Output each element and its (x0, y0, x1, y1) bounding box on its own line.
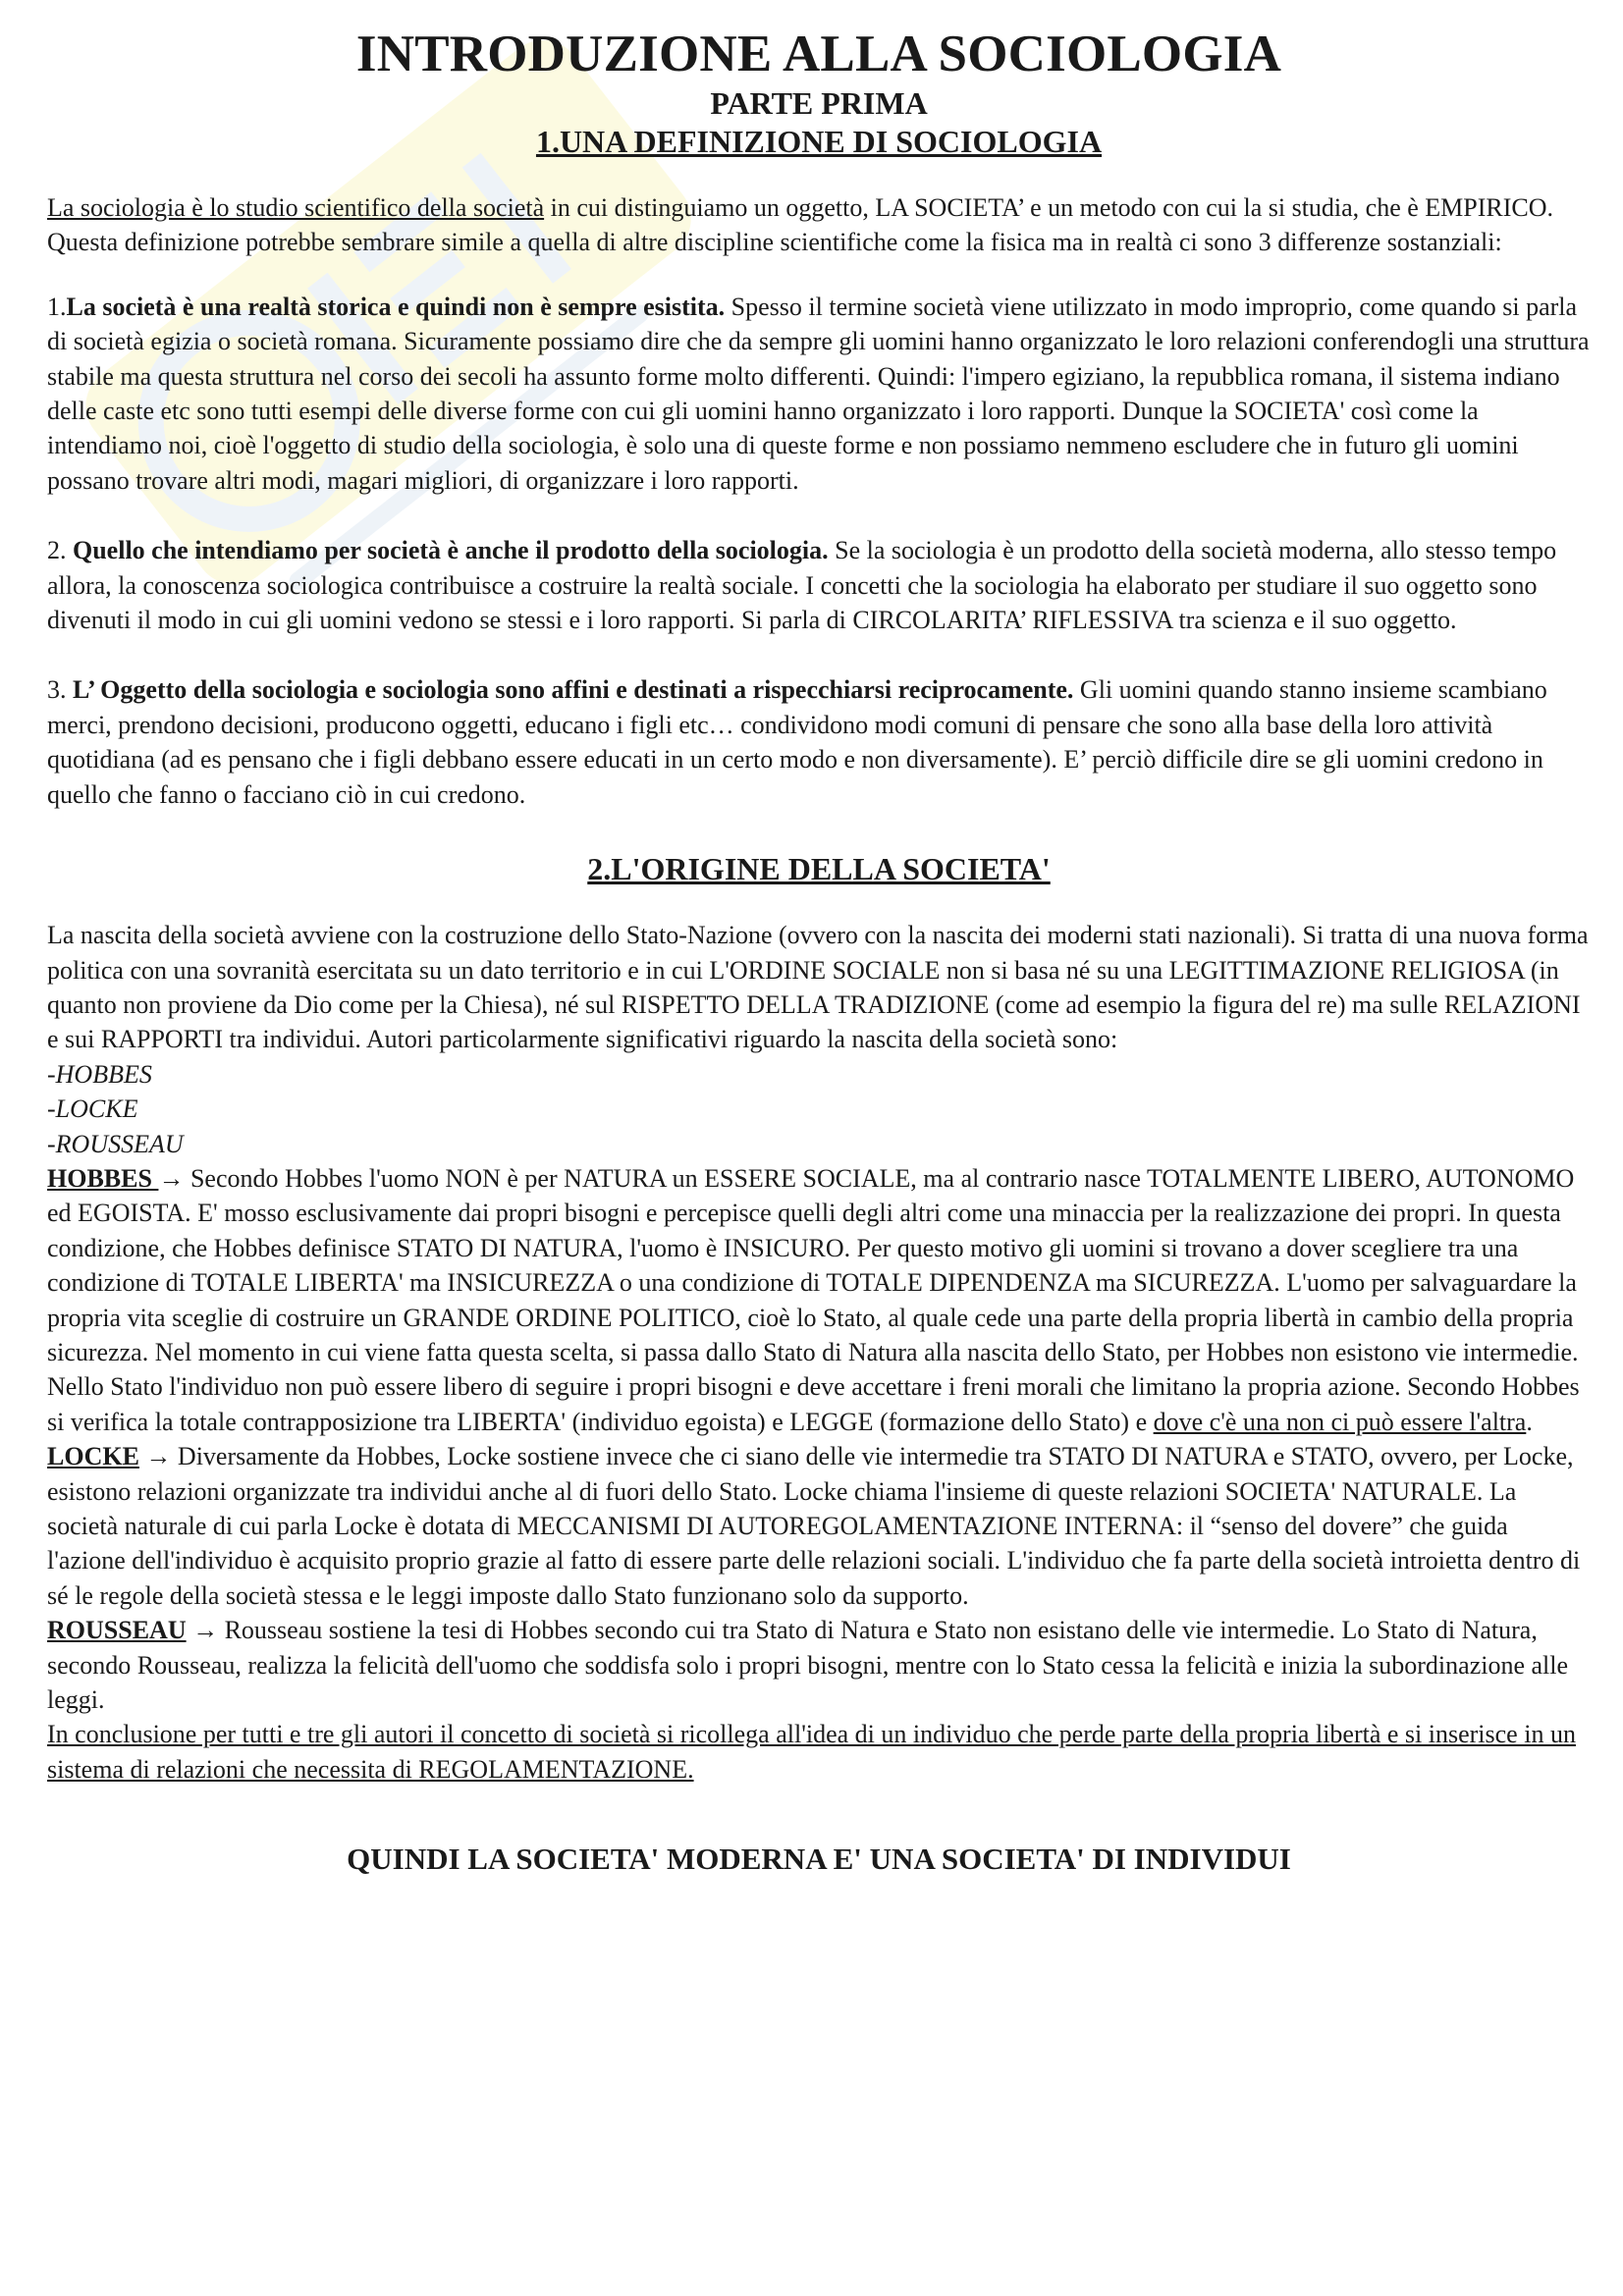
locke-paragraph (47, 1439, 1591, 1613)
point-2-number: 2. (47, 536, 73, 565)
section-2-heading-text: 2.L'ORIGINE DELLA SOCIETA' (587, 851, 1051, 887)
section-1-intro (47, 190, 1591, 260)
author-list-item: -HOBBES (47, 1059, 152, 1089)
point-3-text: Gli uomini quando stanno insieme scambiano merci, prendono decisioni, producono oggetti, educano i figli etc… condividono modi comuni di pensare che sono alla base della loro attività quotidiana (ad es pensano che i figli debbano essere educati in un certo modo e non diversamente). E’ perciò difficile dire se gli uomini credono in quello che fanno o facciano ciò in cui credono. (47, 675, 1547, 809)
point-1-text: Spesso il termine società viene utilizzato in modo improprio, come quando si parla di società egizia o società romana. Sicuramente possiamo dire che da sempre gli uomini hanno organizzato le loro relazioni conferendogli una struttura stabile ma questa struttura nel corso dei secoli ha assunto forme molto differenti. Quindi: l'impero egiziano, la repubblica romana, il sistema indiano delle caste etc sono tutti esempi delle diverse forme con cui gli uomini hanno organizzato i loro rapporti. Dunque la SOCIETA' così come la intendiamo noi, cioè l'oggetto di studio della sociologia, è solo una di queste forme e non possiamo nemmeno escludere che in futuro gli uomini possano trovare altri modi, magari migliori, di organizzare i loro rapporti. (47, 292, 1590, 495)
point-1-number: 1. (47, 292, 67, 321)
point-3-heading: L’ Oggetto della sociologia e sociologia sono affini e destinati a rispecchiarsi reciprocamente. (73, 675, 1074, 705)
document-subtitle: PARTE PRIMA (710, 85, 928, 121)
point-2-heading: Quello che intendiamo per società è anche il prodotto della sociologia. (73, 536, 829, 565)
document-title: INTRODUZIONE ALLA SOCIOLOGIA (355, 26, 1282, 82)
hobbes-paragraph (47, 1161, 1591, 1439)
author-list-item: -ROUSSEAU (47, 1129, 184, 1158)
point-1-heading: La società è una realtà storica e quindi non è sempre esistita. (66, 292, 726, 321)
section-2-heading (47, 849, 1591, 888)
hobbes-underlined: dove c'è una non ci può essere l'altra (1153, 1407, 1527, 1436)
section-1-heading (47, 122, 1591, 161)
locke-label: LOCKE (47, 1442, 139, 1471)
rousseau-label: ROUSSEAU (47, 1616, 187, 1645)
point-2-paragraph (47, 533, 1591, 637)
section-1-heading-text: 1.UNA DEFINIZIONE DI SOCIOLOGIA (535, 124, 1103, 159)
rousseau-paragraph (47, 1613, 1591, 1717)
locke-text: → Diversamente da Hobbes, Locke sostiene invece che ci siano delle vie intermedie tra STATO DI NATURA e STATO, ovvero, per Locke, esistono relazioni organizzate tra individui anche al di fuori dello Stato. Locke chiama l'insieme di queste relazioni SOCIETA' NATURALE. La società naturale di cui parla Locke è dotata di MECCANISMI DI AUTOREGOLAMENTAZIONE INTERNA: il “senso del dovere” che guida l'azione dell'individuo è acquisito proprio grazie al fatto di essere parte delle relazioni sociali. L'individuo che fa parte della società introietta dentro di sé le regole della società stessa e le leggi imposte dallo Stato funzionano solo da supporto. (47, 1442, 1581, 1610)
final-heading: QUINDI LA SOCIETA' MODERNA E' UNA SOCIETA' DI INDIVIDUI (347, 1842, 1291, 1877)
hobbes-label: HOBBES (47, 1163, 159, 1193)
document-body (47, 24, 1591, 1879)
section-2-intro: La nascita della società avviene con la costruzione dello Stato-Nazione (ovvero con la nascita dei moderni stati nazionali). Si tratta di una nuova forma politica con una sovranità esercitata su un dato territorio e in cui L'ORDINE SOCIALE non si basa né su una LEGITTIMAZIONE RELIGIOSA (in quanto non proviene da Dio come per la Chiesa), né sul RISPETTO DELLA TRADIZIONE (come ad esempio la figura del re) ma sulle RELAZIONI e sui RAPPORTI tra individui. Autori particolarmente significativi riguardo la nascita della società sono: (47, 921, 1589, 1054)
point-2-text: Se la sociologia è un prodotto della società moderna, allo stesso tempo allora, la conoscenza sociologica contribuisce a costruire la realtà sociale. I concetti che la sociologia ha elaborato per studiare il suo oggetto sono divenuti il modo in cui gli uomini vedono se stessi e i loro rapporti. Si parla di CIRCOLARITA’ RIFLESSIVA tra scienza e il suo oggetto. (47, 536, 1557, 635)
intro-rest: in cui distinguiamo un oggetto, LA SOCIETA’ e un metodo con cui la si studia, che è EMPIRICO. Questa definizione potrebbe sembrare simile a quella di altre discipline scientifiche come la fisica ma in realtà ci sono 3 differenze sostanziali: (47, 193, 1554, 257)
conclusion-paragraph: In conclusione per tutti e tre gli autori il concetto di società si ricollega all'idea di un individuo che perde parte della propria libertà e si inserisce in un sistema di relazioni che necessita di REGOLAMENTAZIONE. (47, 1720, 1576, 1784)
intro-definition: La sociologia è lo studio scientifico della società (47, 193, 545, 222)
point-3-paragraph (47, 672, 1591, 812)
rousseau-text: → Rousseau sostiene la tesi di Hobbes secondo cui tra Stato di Natura e Stato non esistano delle vie intermedie. Lo Stato di Natura, secondo Rousseau, realizza la felicità dell'uomo che soddisfa solo i propri bisogni, mentre con lo Stato cessa la felicità e inizia la subordinazione alle leggi. (47, 1616, 1569, 1715)
point-3-number: 3. (47, 675, 73, 705)
hobbes-end: . (1526, 1407, 1533, 1436)
point-1-paragraph (47, 290, 1591, 498)
author-list-item: -LOCKE (47, 1095, 138, 1124)
hobbes-text: → Secondo Hobbes l'uomo NON è per NATURA un ESSERE SOCIALE, ma al contrario nasce TOTALMENTE LIBERO, AUTONOMO ed EGOISTA. E' mosso esclusivamente dai propri bisogni e percepisce quelli degli altri come una minaccia per la realizzazione dei propri. In questa condizione, che Hobbes definisce STATO DI NATURA, l'uomo è INSICURO. Per questo motivo gli uomini si trovano a dover scegliere tra una condizione di TOTALE LIBERTA' ma INSICUREZZA o una condizione di TOTALE DIPENDENZA ma SICUREZZA. L'uomo per salvaguardare la propria vita sceglie di costruire un GRANDE ORDINE POLITICO, cioè lo Stato, al quale cede una parte della propria libertà in cambio della propria sicurezza. Nel momento in cui viene fatta questa scelta, si passa dallo Stato di Natura alla nascita dello Stato, per Hobbes non esistono vie intermedie. Nello Stato l'individuo non può essere libero di seguire i propri bisogni e deve accettare i freni morali che limitano la propria azione. Secondo Hobbes si verifica la totale contrapposizione tra LIBERTA' (individuo egoista) e LEGGE (formazione dello Stato) e (47, 1163, 1580, 1436)
